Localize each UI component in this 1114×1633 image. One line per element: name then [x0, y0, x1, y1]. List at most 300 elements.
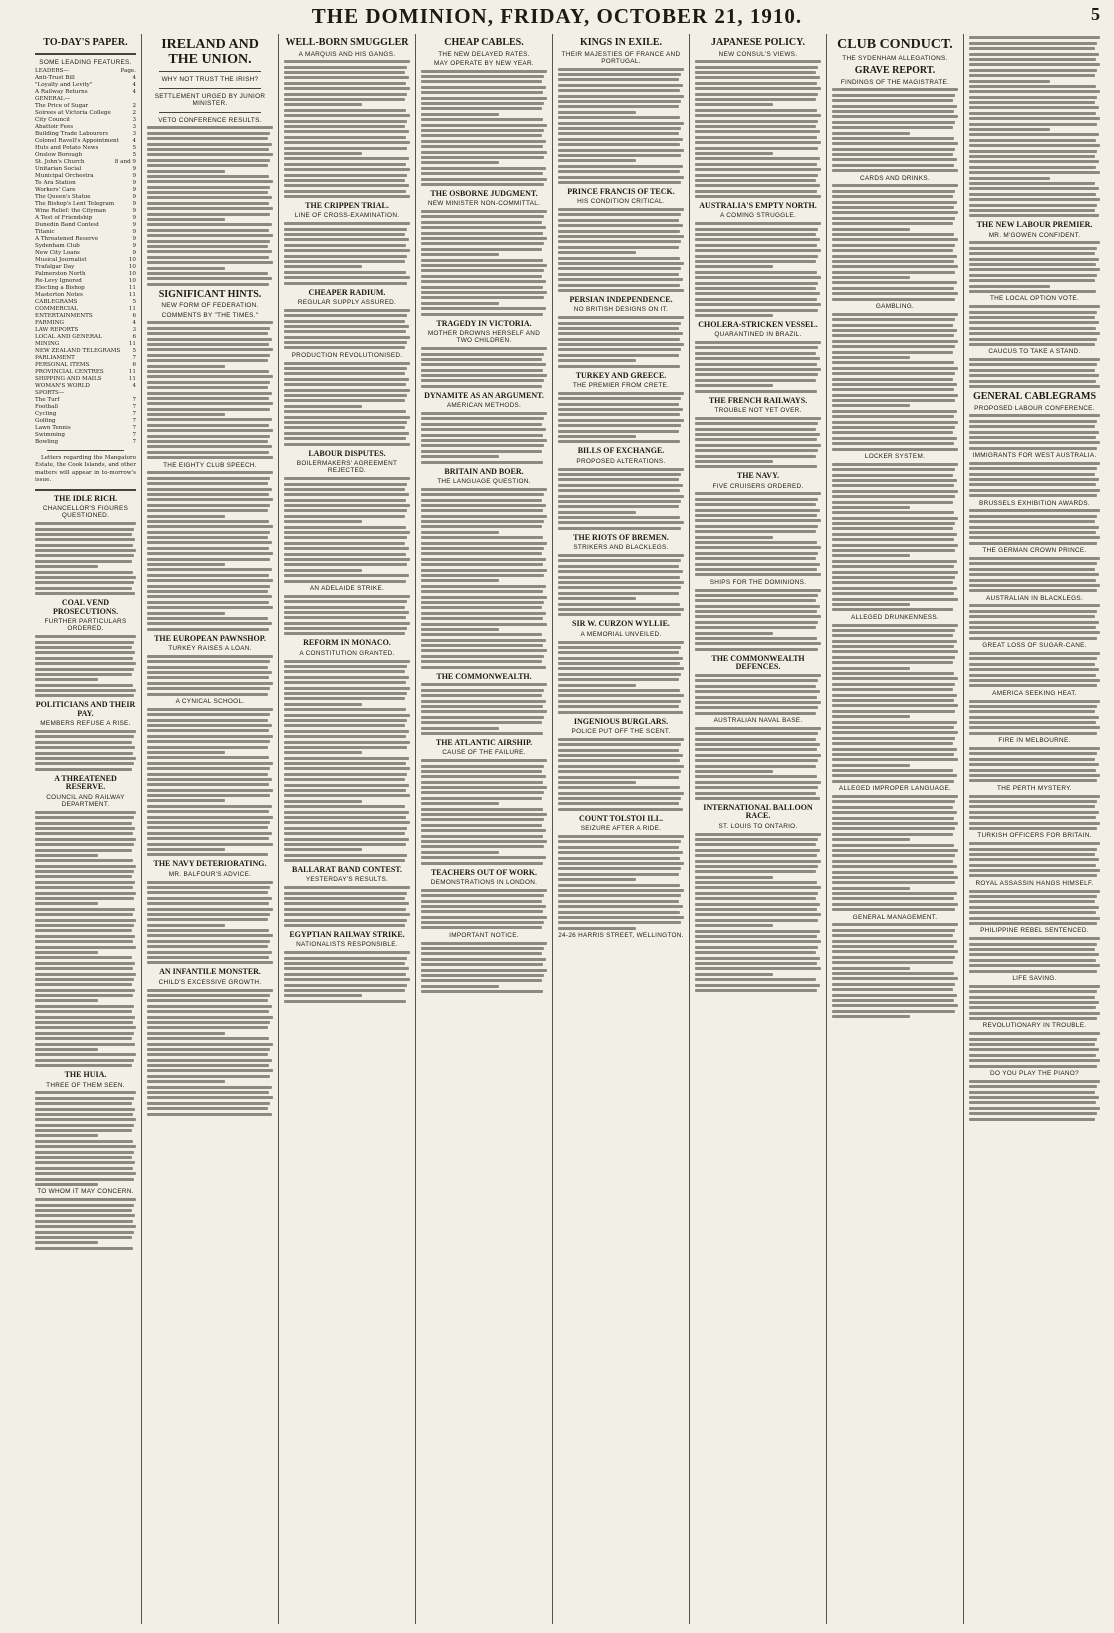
- text-line: [558, 689, 680, 692]
- index-row: [35, 124, 136, 131]
- text-line: [832, 527, 953, 530]
- text-line: [35, 908, 135, 911]
- text-line: [147, 832, 272, 835]
- text-line: [421, 161, 499, 164]
- brief-heading: BRUSSELS EXHIBITION AWARDS.: [979, 499, 1090, 507]
- article-text: [558, 641, 684, 714]
- text-line: [969, 311, 1097, 314]
- text-line: [284, 762, 406, 765]
- index-row: [35, 411, 136, 418]
- text-line: [969, 198, 1100, 201]
- text-line: [284, 314, 407, 317]
- article-text: [695, 727, 821, 800]
- text-line: [35, 1064, 132, 1067]
- text-line: [147, 148, 269, 151]
- text-line: [558, 613, 681, 616]
- text-line: [832, 110, 954, 113]
- text-line: [558, 684, 636, 687]
- text-line: [35, 544, 133, 547]
- text-line: [421, 802, 499, 805]
- text-line: [421, 612, 546, 615]
- columns: [30, 34, 1105, 1624]
- text-line: [969, 1059, 1100, 1062]
- text-line: [969, 258, 1099, 261]
- article-text: [832, 795, 958, 911]
- text-line: [558, 413, 680, 416]
- brief-heading: THE GERMAN CROWN PRINCE.: [982, 547, 1087, 555]
- article-text: [35, 730, 136, 771]
- labour-disputes-heading: LABOUR DISPUTES.: [308, 448, 386, 458]
- text-line: [35, 897, 134, 900]
- text-line: [832, 228, 910, 231]
- text-line: [832, 201, 957, 204]
- index-row: [35, 194, 136, 201]
- text-line: [284, 886, 410, 889]
- text-line: [147, 375, 273, 378]
- text-line: [35, 1231, 134, 1234]
- ships-dominions-subheading: SHIPS FOR THE DOMINIONS.: [709, 578, 807, 586]
- text-line: [969, 133, 1099, 136]
- text-line: [284, 967, 409, 970]
- text-line: [969, 483, 1096, 486]
- article-text: [969, 652, 1100, 687]
- text-line: [558, 521, 684, 524]
- text-line: [969, 327, 1096, 330]
- article-text: [147, 471, 273, 630]
- index-row: [35, 320, 136, 327]
- text-line: [284, 913, 410, 916]
- index-item: Colonel Ravell's Appointment: [35, 137, 119, 144]
- text-line: [421, 269, 544, 272]
- index-page: 3: [132, 326, 136, 333]
- text-line: [558, 322, 681, 325]
- text-line: [558, 873, 679, 876]
- text-line: [969, 369, 1095, 372]
- text-line: [695, 265, 773, 268]
- text-line: [695, 379, 816, 382]
- text-line: [35, 1134, 98, 1137]
- text-line: [421, 91, 543, 94]
- text-line: [421, 694, 542, 697]
- locker-system-subheading: LOCKER SYSTEM.: [864, 452, 926, 460]
- index-page: 2: [132, 102, 136, 109]
- text-line: [695, 195, 821, 198]
- text-line: [832, 961, 953, 964]
- text-line: [832, 887, 910, 890]
- text-line: [147, 762, 273, 765]
- text-line: [35, 668, 134, 671]
- index-item: To Ara Station: [35, 179, 76, 186]
- text-line: [832, 800, 955, 803]
- text-line: [35, 533, 132, 536]
- text-line: [832, 329, 957, 332]
- text-line: [284, 282, 407, 285]
- text-line: [421, 824, 542, 827]
- index-page: Page.: [120, 67, 136, 74]
- text-line: [147, 424, 269, 427]
- text-line: [832, 549, 955, 552]
- column-6: [690, 34, 827, 1624]
- text-line: [832, 94, 955, 97]
- masthead-title: THE DOMINION, FRIDAY, OCTOBER 21, 1910.: [311, 4, 803, 28]
- text-line: [147, 552, 273, 555]
- text-line: [421, 428, 546, 431]
- article-text: [969, 890, 1100, 925]
- text-line: [284, 163, 406, 166]
- index-row: [35, 229, 136, 236]
- index-row: [35, 117, 136, 124]
- index-item: SHIPPING AND MAILS: [35, 375, 102, 382]
- text-line: [147, 1026, 268, 1029]
- text-line: [147, 579, 273, 582]
- text-line: [284, 184, 409, 187]
- text-line: [421, 958, 546, 961]
- text-line: [832, 683, 955, 686]
- text-line: [832, 934, 953, 937]
- text-line: [558, 219, 679, 222]
- text-line: [969, 721, 1096, 724]
- text-line: [35, 1178, 134, 1181]
- text-line: [147, 520, 269, 523]
- text-line: [695, 103, 773, 106]
- index-item: Workers' Care: [35, 186, 76, 193]
- index-page: 10: [128, 263, 136, 270]
- index-item: Titanic: [35, 228, 55, 235]
- divider: [159, 71, 261, 72]
- text-line: [284, 676, 409, 679]
- index-row: [35, 397, 136, 404]
- text-line: [35, 1032, 134, 1035]
- text-line: [695, 449, 818, 452]
- page-number: 5: [1091, 4, 1100, 24]
- index-item: Musical Journalist: [35, 256, 87, 263]
- text-line: [558, 857, 680, 860]
- article-text: [969, 358, 1100, 388]
- text-line: [35, 571, 133, 574]
- text-line: [969, 679, 1100, 682]
- text-line: [284, 751, 362, 754]
- text-line: [147, 1021, 270, 1024]
- huia-heading: THE HUIA.: [64, 1070, 107, 1080]
- text-line: [969, 155, 1095, 158]
- text-line: [832, 656, 955, 659]
- text-line: [558, 68, 684, 71]
- article-text: [969, 1080, 1100, 1121]
- tragedy-victoria-heading: TRAGEDY IN VICTORIA.: [436, 318, 532, 328]
- text-line: [695, 109, 817, 112]
- text-line: [421, 781, 543, 784]
- article-text: [284, 660, 410, 862]
- text-line: [695, 60, 821, 63]
- text-line: [832, 164, 954, 167]
- boilermakers-subheading: BOILERMAKERS' AGREEMENT REJECTED.: [296, 459, 398, 475]
- text-line: [35, 1108, 135, 1111]
- text-line: [147, 568, 272, 571]
- text-line: [147, 1113, 272, 1116]
- text-line: [35, 1140, 133, 1143]
- text-line: [558, 143, 680, 146]
- australias-north-heading: AUSTRALIA'S EMPTY NORTH.: [699, 201, 817, 211]
- masthead: [0, 0, 1114, 32]
- text-line: [284, 93, 407, 96]
- text-line: [284, 665, 407, 668]
- text-line: [695, 860, 821, 863]
- text-line: [832, 463, 958, 466]
- text-line: [147, 547, 269, 550]
- text-line: [147, 1032, 225, 1035]
- text-line: [35, 832, 133, 835]
- text-line: [284, 563, 407, 566]
- index-row: [35, 159, 136, 166]
- text-line: [421, 178, 547, 181]
- text-line: [558, 289, 684, 292]
- text-line: [558, 559, 681, 562]
- text-line: [969, 420, 1097, 423]
- text-line: [147, 386, 268, 389]
- text-line: [35, 951, 98, 954]
- column-1: [30, 34, 142, 1624]
- text-line: [284, 271, 406, 274]
- text-line: [35, 565, 98, 568]
- text-line: [832, 244, 955, 247]
- text-line: [558, 235, 684, 238]
- whom-concern-heading: TO WHOM IT MAY CONCERN.: [37, 1188, 134, 1196]
- text-line: [284, 892, 407, 895]
- text-line: [558, 678, 679, 681]
- text-line: [147, 799, 225, 802]
- index-page: 7: [132, 424, 136, 431]
- text-line: [284, 994, 362, 997]
- index-row: [35, 425, 136, 432]
- index-item: A Threatened Reserve: [35, 235, 99, 242]
- three-seen-subheading: THREE OF THEM SEEN.: [46, 1081, 125, 1089]
- text-line: [832, 554, 910, 557]
- members-refuse-subheading: MEMBERS REFUSE A RISE.: [40, 720, 131, 728]
- index-item: Wine Relief: the Cityman: [35, 207, 106, 214]
- text-line: [147, 816, 273, 819]
- text-line: [35, 1102, 132, 1105]
- text-line: [969, 573, 1099, 576]
- turkey-loan-subheading: TURKEY RAISES A LOAN.: [168, 645, 252, 653]
- text-line: [35, 849, 132, 852]
- text-line: [421, 818, 544, 821]
- text-line: [695, 228, 818, 231]
- text-line: [558, 100, 681, 103]
- text-line: [421, 813, 547, 816]
- article-text: [969, 241, 1100, 293]
- index-row: [35, 222, 136, 229]
- index-item: PROVINCIAL CENTRES: [35, 368, 104, 375]
- text-line: [832, 367, 958, 370]
- text-line: [35, 838, 136, 841]
- text-line: [558, 343, 684, 346]
- text-line: [284, 989, 405, 992]
- text-line: [147, 821, 270, 824]
- article-text: [969, 509, 1100, 544]
- text-line: [832, 217, 955, 220]
- text-line: [558, 916, 684, 919]
- text-line: [558, 700, 681, 703]
- text-line: [147, 359, 268, 362]
- index-item: LOCAL AND GENERAL: [35, 333, 102, 340]
- text-line: [421, 455, 499, 458]
- text-line: [969, 568, 1095, 571]
- index-page: 9: [132, 221, 136, 228]
- prince-francis-heading: PRINCE FRANCIS OF TECK.: [567, 186, 675, 196]
- significant-hints-heading: SIGNIFICANT HINTS.: [158, 288, 262, 300]
- index-row: [35, 334, 136, 341]
- text-line: [284, 778, 405, 781]
- text-line: [421, 509, 543, 512]
- text-line: [832, 603, 910, 606]
- text-line: [284, 719, 407, 722]
- text-line: [558, 468, 684, 471]
- text-line: [558, 646, 681, 649]
- text-line: [284, 71, 405, 74]
- article-text: [832, 313, 958, 451]
- ballarat-heading: BALLARAT BAND CONTEST.: [291, 865, 403, 875]
- brief-heading: THE PERTH MYSTERY.: [996, 784, 1072, 792]
- text-line: [969, 937, 1100, 940]
- index-page: 9: [132, 179, 136, 186]
- text-line: [695, 615, 821, 618]
- french-railways-heading: THE FRENCH RAILWAYS.: [708, 395, 808, 405]
- index-row: [35, 138, 136, 145]
- text-line: [421, 942, 547, 945]
- index-page: 9: [132, 207, 136, 214]
- text-line: [421, 990, 543, 993]
- text-line: [969, 1096, 1099, 1099]
- text-line: [695, 854, 817, 857]
- text-line: [558, 424, 681, 427]
- text-line: [558, 500, 681, 503]
- text-line: [284, 897, 405, 900]
- text-line: [284, 660, 410, 663]
- index-item: NEW ZEALAND TELEGRAMS: [35, 347, 121, 354]
- text-line: [695, 552, 818, 555]
- text-line: [35, 689, 136, 692]
- index-row: [35, 362, 136, 369]
- text-line: [147, 277, 272, 280]
- text-line: [969, 53, 1099, 56]
- text-line: [284, 336, 410, 339]
- text-line: [558, 73, 681, 76]
- condition-critical-subheading: HIS CONDITION CRITICAL.: [577, 198, 665, 206]
- text-line: [832, 560, 957, 563]
- text-line: [969, 85, 1096, 88]
- text-line: [695, 130, 820, 133]
- text-line: [832, 865, 957, 868]
- index-row: [35, 110, 136, 117]
- article-text: [558, 835, 684, 930]
- text-line: [421, 569, 547, 572]
- text-line: [558, 808, 683, 811]
- text-line: [147, 961, 273, 964]
- text-line: [147, 881, 273, 884]
- index-page: 5: [132, 151, 136, 158]
- text-line: [695, 260, 816, 263]
- text-line: [695, 384, 773, 387]
- text-line: [558, 597, 636, 600]
- text-line: [832, 650, 958, 653]
- article-text: [35, 635, 136, 697]
- text-line: [558, 921, 681, 924]
- text-line: [832, 608, 953, 611]
- text-line: [558, 440, 680, 443]
- cheaper-radium-heading: CHEAPER RADIUM.: [308, 287, 386, 297]
- text-line: [832, 415, 954, 418]
- text-line: [284, 784, 409, 787]
- text-line: [695, 568, 817, 571]
- index-page: 6: [132, 333, 136, 340]
- text-line: [421, 102, 544, 105]
- bills-exchange-heading: BILLS OF EXCHANGE.: [577, 446, 665, 456]
- text-line: [695, 642, 821, 645]
- column-8: [964, 34, 1105, 1624]
- index-page: 4: [132, 81, 136, 88]
- article-text: [832, 923, 958, 1018]
- text-line: [147, 213, 270, 216]
- text-line: [284, 477, 410, 480]
- text-line: [35, 935, 135, 938]
- text-line: [832, 994, 957, 997]
- text-line: [421, 70, 547, 73]
- index-row: [35, 313, 136, 320]
- text-line: [558, 743, 681, 746]
- text-line: [832, 892, 957, 895]
- article-text: [695, 222, 821, 317]
- text-line: [35, 859, 133, 862]
- egyptian-railway-heading: EGYPTIAN RAILWAY STRIKE.: [289, 930, 405, 940]
- text-line: [832, 945, 954, 948]
- text-line: [35, 554, 134, 557]
- text-line: [421, 259, 543, 262]
- text-line: [284, 595, 410, 598]
- text-line: [421, 727, 499, 730]
- text-line: [832, 764, 910, 767]
- text-line: [695, 546, 821, 549]
- navy-heading: THE NAVY.: [736, 471, 780, 481]
- text-line: [695, 460, 773, 463]
- text-line: [284, 157, 409, 160]
- text-line: [832, 490, 958, 493]
- text-line: [421, 80, 542, 83]
- text-line: [695, 120, 818, 123]
- text-line: [421, 660, 542, 663]
- text-line: [695, 775, 817, 778]
- text-line: [695, 679, 818, 682]
- text-line: [695, 897, 816, 900]
- text-line: [284, 195, 410, 198]
- american-methods-subheading: AMERICAN METHODS.: [446, 402, 522, 410]
- text-line: [147, 783, 269, 786]
- text-line: [421, 900, 542, 903]
- text-line: [558, 495, 684, 498]
- text-line: [35, 989, 135, 992]
- text-line: [147, 585, 270, 588]
- text-line: [35, 528, 134, 531]
- text-line: [695, 66, 818, 69]
- text-line: [284, 190, 406, 193]
- index-row: [35, 68, 136, 75]
- text-line: [558, 257, 680, 260]
- text-line: [35, 875, 132, 878]
- brief-heading: PHILIPPINE REBEL SENTENCED.: [980, 927, 1089, 935]
- text-line: [695, 797, 820, 800]
- seizure-subheading: SEIZURE AFTER A RIDE.: [580, 825, 662, 833]
- text-line: [147, 805, 272, 808]
- text-line: [421, 531, 499, 534]
